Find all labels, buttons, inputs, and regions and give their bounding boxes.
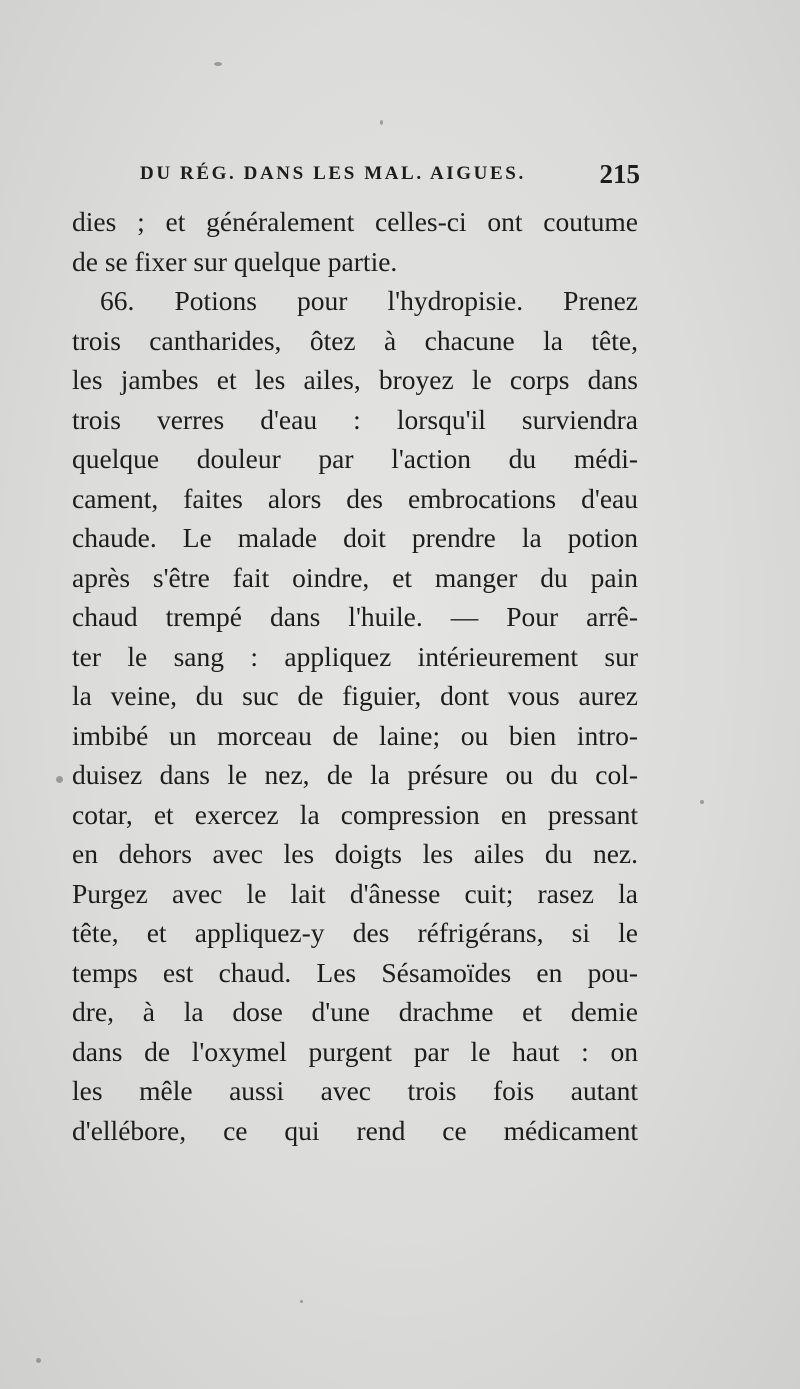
paper-speck (36, 1358, 41, 1363)
page-number: 215 (599, 159, 640, 189)
text-line: dans de l'oxymel purgent par le haut : on (72, 1035, 638, 1067)
body-text (72, 202, 638, 1150)
text-line: de se fixer sur quelque partie. (72, 245, 398, 277)
text-line: d'ellébore, ce qui rend ce médicament (72, 1114, 638, 1146)
text-line: les mêle aussi avec trois fois autant (72, 1075, 638, 1106)
paper-speck (214, 62, 222, 66)
paper-speck (300, 1300, 303, 1303)
paper-speck (56, 776, 63, 783)
text-line: tête, et appliquez-y des réfrigérans, si le (72, 917, 638, 948)
text-line: quelque douleur par l'action du médi- (72, 443, 638, 474)
text-line: duisez dans le nez, de la présure ou du col- (72, 759, 638, 790)
text-line: temps est chaud. Les Sésamoïdes en pou- (72, 956, 638, 988)
text-line: les jambes et les ailes, broyez le corps dans (72, 364, 638, 395)
text-line: imbibé un morceau de laine; ou bien intro- (72, 719, 638, 751)
paper-speck (700, 800, 704, 804)
text-line: trois cantharides, ôtez à chacune la tête, (72, 324, 638, 356)
text-line: chaude. Le malade doit prendre la potion (72, 522, 638, 553)
text-line: cotar, et exercez la compression en pressant (72, 798, 638, 830)
text-line: cament, faites alors des embrocations d'eau (72, 482, 638, 514)
text-line: ter le sang : appliquez intérieurement sur (72, 640, 638, 672)
text-line: Purgez avec le lait d'ânesse cuit; rasez la (72, 877, 638, 909)
text-line: trois verres d'eau : lorsqu'il surviendra (72, 403, 638, 435)
page-header (140, 158, 640, 190)
paper-speck (380, 120, 383, 125)
running-head: DU RÉG. DANS LES MAL. AIGUES. (140, 163, 526, 184)
text-line: chaud trempé dans l'huile. — Pour arrê- (72, 601, 638, 632)
text-line: 66. Potions pour l'hydropisie. Prenez (100, 285, 638, 316)
text-line: dre, à la dose d'une drachme et demie (72, 996, 638, 1027)
text-line: la veine, du suc de figuier, dont vous aurez (72, 680, 638, 711)
text-line: en dehors avec les doigts les ailes du nez. (72, 838, 638, 869)
text-line: dies ; et généralement celles-ci ont coutume (72, 206, 638, 237)
text-line: après s'être fait oindre, et manger du pain (72, 561, 638, 593)
